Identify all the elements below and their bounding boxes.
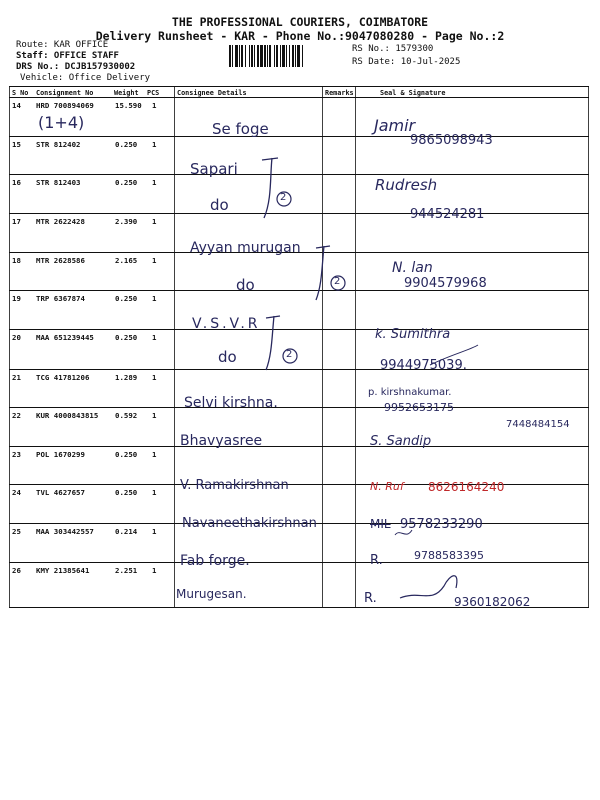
handwritten-consignee: Sapari <box>190 160 238 178</box>
row-weight: 0.250 <box>115 488 138 497</box>
group-mark: 2 <box>334 276 341 287</box>
handwritten-consignee: Se foge <box>212 120 269 138</box>
group-mark: 2 <box>286 349 293 360</box>
receiver-phone: 9788583395 <box>414 549 484 562</box>
row-weight: 2.390 <box>115 217 138 226</box>
header-consignment: Consignment No <box>36 89 94 97</box>
receiver-phone: 9904579968 <box>404 276 487 291</box>
handwritten-consignee: Fab forge. <box>180 553 250 569</box>
header-seal: Seal & Signature <box>380 89 446 97</box>
row-sno: 20 <box>12 333 21 342</box>
row-consignment: STR 812402 <box>36 140 81 149</box>
row-pcs: 1 <box>152 411 157 420</box>
row-weight: 0.250 <box>115 140 138 149</box>
row-consignment: MAA 651239445 <box>36 333 94 342</box>
row-consignment: KUR 4000843815 <box>36 411 99 420</box>
route-label: Route: KAR OFFICE <box>16 40 109 50</box>
header-remarks: Remarks <box>325 89 354 97</box>
row-sno: 18 <box>12 256 21 265</box>
signature: Rudresh <box>375 176 438 194</box>
rs-date: RS Date: 10-Jul-2025 <box>352 57 461 67</box>
receiver-phone: 9865098943 <box>410 133 493 148</box>
receiver-phone: 9578233290 <box>400 517 483 532</box>
row-pcs: 1 <box>152 140 157 149</box>
signature: Jamir <box>374 116 416 135</box>
handwritten-consignee: V. Ramakirshnan <box>180 478 289 493</box>
row-consignment: MTR 2622428 <box>36 217 85 226</box>
row-weight: 2.165 <box>115 256 138 265</box>
row-weight: 0.250 <box>115 333 138 342</box>
row-pcs: 1 <box>152 256 157 265</box>
header-weight: Weight <box>114 89 139 97</box>
row-pcs: 1 <box>152 450 157 459</box>
signature: N. lan <box>392 260 433 276</box>
rs-number: RS No.: 1579300 <box>352 44 434 54</box>
row-sno: 14 <box>12 101 21 110</box>
header-sno: S No <box>12 89 29 97</box>
row-consignment: STR 812403 <box>36 178 81 187</box>
row-weight: 1.289 <box>115 373 138 382</box>
handwritten-consignee: V.S.V.R <box>192 316 261 332</box>
row-pcs: 1 <box>152 488 157 497</box>
row-sno: 25 <box>12 527 21 536</box>
row-consignment: TCG 41781206 <box>36 373 90 382</box>
signature: R. <box>364 591 377 606</box>
receiver-phone: 8626164240 <box>428 480 505 494</box>
receiver-phone: 9952653175 <box>384 401 454 414</box>
drs-label: DRS No.: <box>16 62 60 72</box>
row-pcs: 1 <box>152 566 157 575</box>
handwritten-consignee: do <box>218 348 237 366</box>
row-pcs: 1 <box>152 101 157 110</box>
signature: R. <box>370 553 383 568</box>
row-pcs: 1 <box>152 178 157 187</box>
signature: S. Sandip <box>370 434 432 449</box>
row-weight: 0.250 <box>115 450 138 459</box>
group-mark: 2 <box>280 192 287 203</box>
header-consignee: Consignee Details <box>177 89 247 97</box>
drs-value: DCJB157930002 <box>64 62 136 72</box>
staff-label: Staff: OFFICE STAFF <box>16 51 119 61</box>
handwritten-consignee: Selvi kirshna. <box>184 395 278 411</box>
row-sno: 22 <box>12 411 21 420</box>
row-consignment: MAA 303442557 <box>36 527 94 536</box>
row-sno: 26 <box>12 566 21 575</box>
signature: k. Sumithra <box>375 327 451 342</box>
handwritten-note: (1+4) <box>38 113 85 132</box>
row-sno: 23 <box>12 450 21 459</box>
handwritten-consignee: do <box>210 196 229 214</box>
row-pcs: 1 <box>152 373 157 382</box>
row-sno: 15 <box>12 140 21 149</box>
row-consignment: TRP 6367874 <box>36 294 85 303</box>
receiver-phone: 944524281 <box>410 207 485 222</box>
handwritten-consignee: Navaneethakirshnan <box>182 516 317 531</box>
vehicle-label: Vehicle: Office Delivery <box>20 73 151 83</box>
row-pcs: 1 <box>152 527 157 536</box>
row-weight: 0.250 <box>115 178 138 187</box>
row-consignment: HRD 700894069 <box>36 101 94 110</box>
row-weight: 15.590 <box>115 101 142 110</box>
receiver-phone: 7448484154 <box>506 419 570 430</box>
row-pcs: 1 <box>152 294 157 303</box>
signature-mark: MIL <box>370 517 391 531</box>
row-weight: 0.214 <box>115 527 138 536</box>
runsheet-subtitle: Delivery Runsheet - KAR - Phone No.:9047080280 - Page No.:2 <box>95 29 505 43</box>
header-pcs: PCS <box>147 89 160 97</box>
handwritten-consignee: Bhavyasree <box>180 433 263 449</box>
company-title: THE PROFESSIONAL COURIERS, COIMBATORE <box>171 15 429 29</box>
receiver-phone: 9944975039. <box>380 358 467 373</box>
row-consignment: TVL 4627657 <box>36 488 85 497</box>
row-sno: 24 <box>12 488 21 497</box>
row-sno: 21 <box>12 373 21 382</box>
row-weight: 0.592 <box>115 411 138 420</box>
handwritten-consignee: Ayyan murugan <box>190 240 301 256</box>
row-weight: 2.251 <box>115 566 138 575</box>
row-sno: 17 <box>12 217 21 226</box>
row-consignment: MTR 2628586 <box>36 256 85 265</box>
handwritten-consignee: Murugesan. <box>176 587 247 601</box>
signature: p. kirshnakumar. <box>368 387 452 398</box>
row-pcs: 1 <box>152 333 157 342</box>
receiver-phone: 9360182062 <box>454 595 531 609</box>
row-consignment: KMY 21385641 <box>36 566 90 575</box>
signature: N. Ruf <box>370 480 404 493</box>
row-pcs: 1 <box>152 217 157 226</box>
handwritten-consignee: do <box>236 276 255 294</box>
row-consignment: POL 1670299 <box>36 450 85 459</box>
row-sno: 19 <box>12 294 21 303</box>
row-weight: 0.250 <box>115 294 138 303</box>
row-sno: 16 <box>12 178 21 187</box>
